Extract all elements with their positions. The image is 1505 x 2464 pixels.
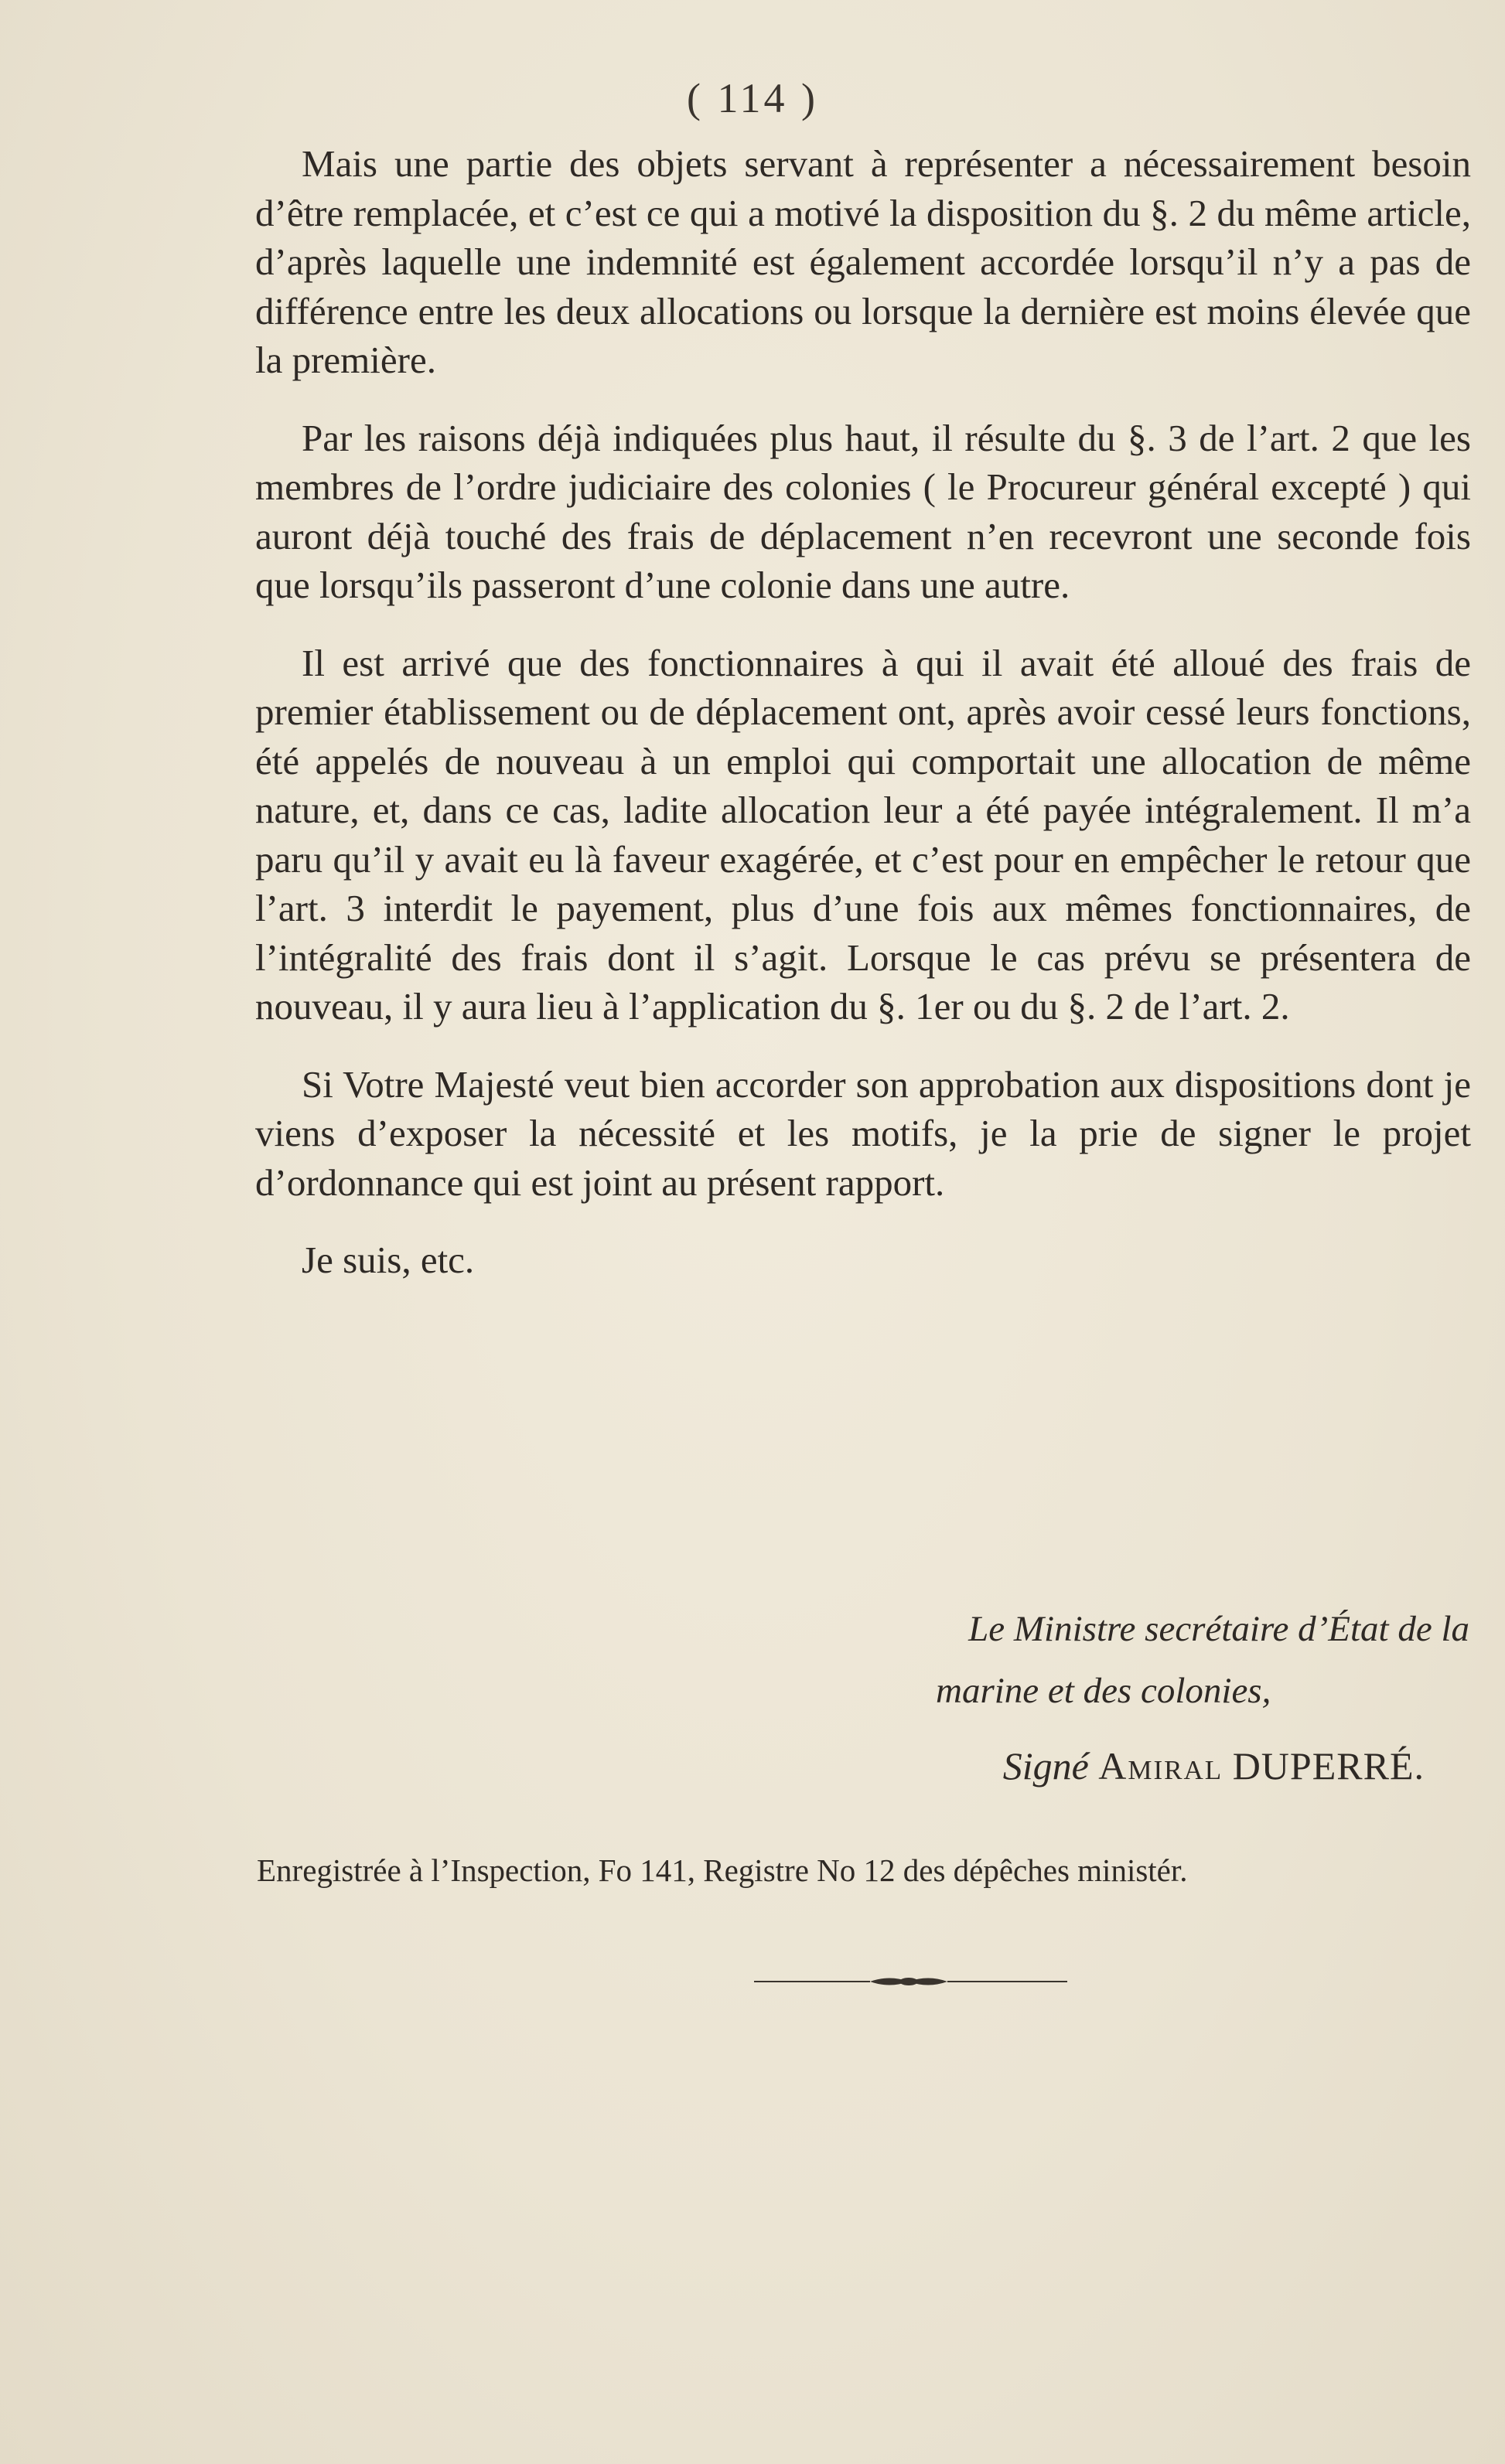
page-number: ( 114 ) bbox=[687, 75, 818, 121]
signature-line bbox=[1003, 1743, 1425, 1788]
registration-note: Enregistrée à l’Inspection, Fo 141, Registre No 12 des dépêches ministér. bbox=[257, 1852, 1188, 1888]
signatory-rank: Amiral bbox=[1098, 1744, 1223, 1788]
paragraph-officials-allocation: Il est arrivé que des fonctionnaires à qui il avait été alloué des frais de premier établissement ou de déplacement ont, après avoir cessé leurs fonctions, été appelés de nouveau à un emploi qui comportait une allocation de même nature, et, dans ce cas, ladite allocation leur a été payée intégralement. Il m’a paru qu’il y avait eu là faveur exagérée, et c’est pour en empêcher le retour que l’art. 3 interdit le payement, plus d’une fois aux mêmes fonctionnaires, de l’intégralité des frais dont il s’agit. Lorsque le cas prévu se présentera de nouveau, il y aura lieu à l’application du §. 1er ou du §. 2 de l’art. 2. bbox=[255, 641, 1471, 1028]
minister-title-line-2: marine et des colonies, bbox=[936, 1671, 1271, 1711]
paragraph-closing: Je suis, etc. bbox=[302, 1239, 475, 1281]
paragraph-judicial-members: Par les raisons déjà indiquées plus haut, il résulte du §. 3 de l’art. 2 que les membres de l’ordre judiciaire des colonies ( le Procureur général excepté ) qui auront déjà touché des frais de déplacement n’en recevront une seconde fois que lorsqu’ils passeront d’une colonie dans une autre. bbox=[255, 416, 1471, 606]
ornament-divider bbox=[754, 1970, 1067, 1993]
body-text bbox=[255, 139, 1471, 1314]
paragraph-replacement-objects: Mais une partie des objets servant à représenter a nécessairement besoin d’être remplacée, et c’est ce qui a motivé la disposition du §. 2 du même article, d’après laquelle une indemnité est également accordée lorsqu’il n’y a pas de différence entre les deux allocations ou lorsque la dernière est moins élevée que la première. bbox=[255, 142, 1471, 381]
signatory-surname: DUPERRÉ. bbox=[1232, 1744, 1425, 1788]
signed-word: Signé bbox=[1002, 1744, 1089, 1788]
minister-title-line-1: Le Ministre secrétaire d’État de la bbox=[968, 1609, 1469, 1649]
paragraph-request-approval: Si Votre Majesté veut bien accorder son approbation aux dispositions dont je viens d’exposer la nécessité et les motifs, je la prie de signer le projet d’ordonnance qui est joint au présent rapport. bbox=[255, 1062, 1471, 1204]
